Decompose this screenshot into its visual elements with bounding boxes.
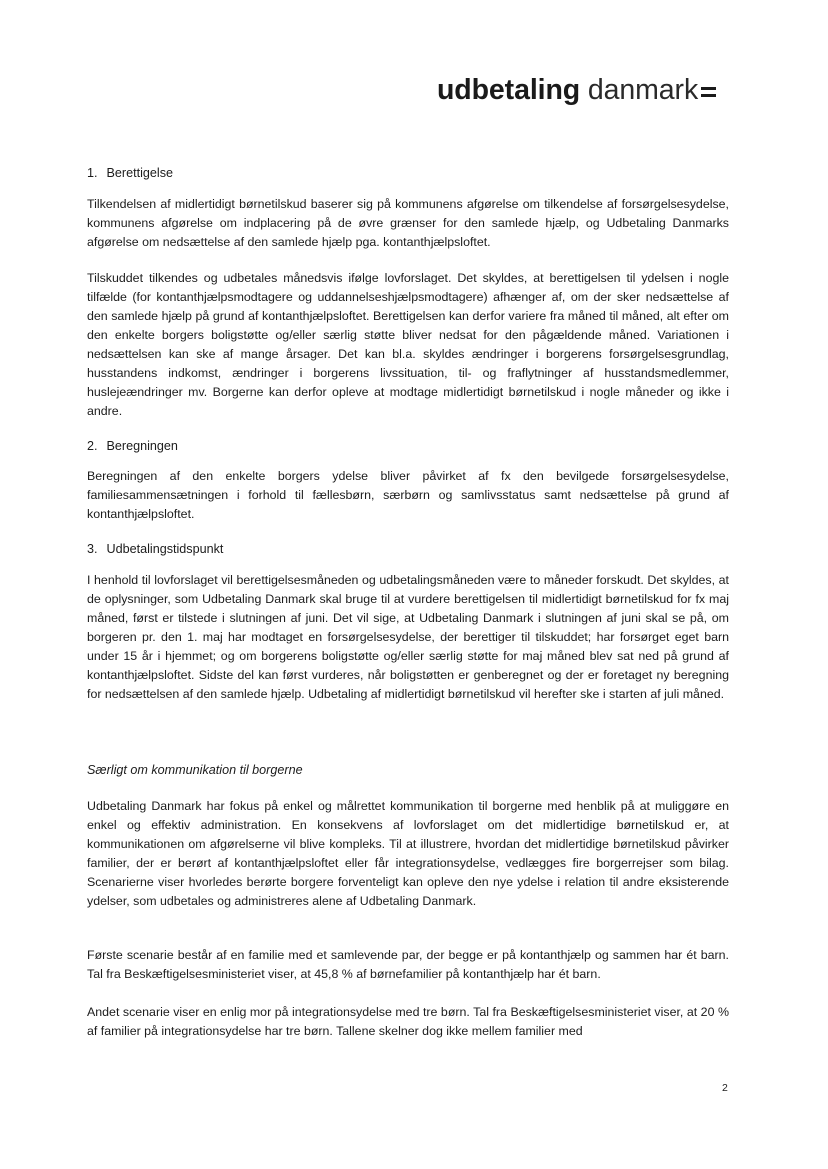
- logo-bold-text: udbetaling: [437, 74, 581, 106]
- section-number: 1.: [87, 166, 98, 180]
- paragraph: Beregningen af den enkelte borgers ydelse bliver påvirket af fx den bevilgede forsørgelsesydelse, familiesammensætningen i forhold til fællesbørn, særbørn og samlivsstatus samt nedsættelse på grund af kontanthjælpsloftet.: [87, 469, 729, 521]
- section-title: Udbetalingstidspunkt: [106, 542, 224, 556]
- paragraph: Tilskuddet tilkendes og udbetales månedsvis ifølge lovforslaget. Det skyldes, at berettigelsen til ydelsen i nogle tilfælde (for kontanthjælpsmodtagere og uddannelseshjælpsmodtagere) afhænger af, om der sker nedsættelse af den samlede hjælp på grund af kontanthjælpsloftet. Berettigelsen kan derfor variere fra måned til måned, alt efter om den enkelte borgers boligstøtte og/eller særlig støtte bliver nedsat for den pågældende måned. Variationen i nedsættelsen kan ske af mange årsager. Det kan bl.a. skyldes ændringer i borgerens forsørgelsesgrundlag, husstandens indkomst, ændringer i borgerens livssituation, til- og fraflytninger af husstandsmedlemmer, huslejeændringer mv. Borgerne kan derfor opleve at modtage midlertidigt børnetilskud i nogle måneder og ikke i andre.: [87, 271, 729, 418]
- paragraph: Andet scenarie viser en enlig mor på integrationsydelse med tre børn. Tal fra Beskæftigelsesministeriet viser, at 20 % af familier på integrationsydelse har tre børn. Tallene skelner dog ikke mellem familier med: [87, 1005, 729, 1038]
- section-heading-udbetalingstidspunkt: [87, 540, 223, 558]
- page-number: 2: [722, 1082, 728, 1094]
- section-title: Berettigelse: [106, 166, 174, 180]
- udbetaling-danmark-logo: [437, 70, 777, 110]
- paragraph: Første scenarie består af en familie med et samlevende par, der begge er på kontanthjælp og sammen har ét barn. Tal fra Beskæftigelsesministeriet viser, at 45,8 % af børnefamilier på kontanthjælp har ét barn.: [87, 948, 729, 981]
- logo-light-text: danmark: [587, 74, 699, 106]
- paragraph: Tilkendelsen af midlertidigt børnetilskud baserer sig på kommunens afgørelse om tilkendelse af forsørgelsesydelse, kommunens afgørelse om indplacering på de øvre grænser for den samlede hjælp, og Udbetaling Danmarks afgørelse om nedsættelse af den samlede hjælp pga. kontanthjælpsloftet.: [87, 197, 729, 249]
- section-heading-beregningen: [87, 437, 178, 455]
- equals-logo-icon: [701, 86, 716, 98]
- paragraph: I henhold til lovforslaget vil berettigelsesmåneden og udbetalingsmåneden være to måneder forskudt. Det skyldes, at de oplysninger, som Udbetaling Danmark skal bruge til at vurdere berettigelsen til midlertidigt børnetilskud for fx maj måned, først er tilstede i slutningen af juni. Det vil sige, at Udbetaling Danmark i slutningen af juni skal se på, om borgeren pr. den 1. maj har modtaget en forsørgelsesydelse, der berettiger til tilskuddet; har forsørget eget barn under 15 år i hjemmet; og om borgerens boligstøtte og/eller særlig støtte for maj måned blev sat ned på grund af kontanthjælpsloftet. Sidste del kan først vurderes, når boligstøtten er genberegnet og der er foretaget ny beregning for nedsættelsen af den samlede hjælp. Udbetaling af midlertidigt børnetilskud vil herefter ske i starten af juli måned.: [87, 573, 729, 701]
- communication-heading: Særligt om kommunikation til borgerne: [87, 763, 303, 777]
- section-title: Beregningen: [106, 439, 178, 453]
- section-heading-berettigelse: [87, 164, 173, 182]
- paragraph: Udbetaling Danmark har fokus på enkel og målrettet kommunikation til borgerne med henblik på at muliggøre en enkel og effektiv administration. En konsekvens af lovforslaget om det midlertidige børnetilskud er, at kommunikationen om afgørelserne vil blive kompleks. Til at illustrere, hvordan det midlertidige børnetilskud påvirker familier, der er berørt af kontanthjælpsloftet eller får integrationsydelse, vedlægges fire borgerrejser som bilag. Scenarierne viser hvorledes berørte borgere forventeligt kan opleve den nye ydelse i relation til andre eksisterende ydelser, som udbetales og administreres alene af Udbetaling Danmark.: [87, 799, 729, 908]
- section-number: 2.: [87, 439, 98, 453]
- section-number: 3.: [87, 542, 98, 556]
